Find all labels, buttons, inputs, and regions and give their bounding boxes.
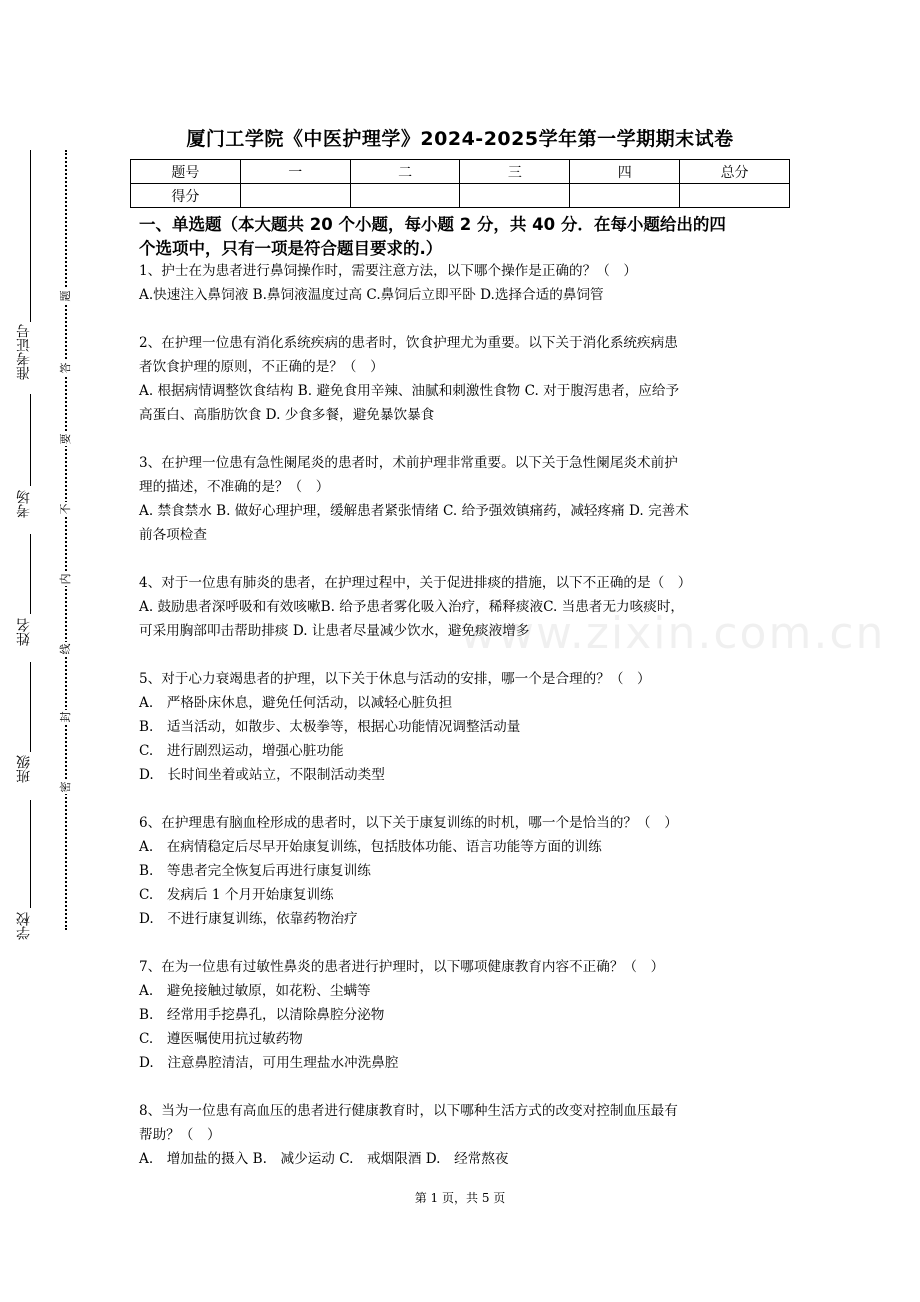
seal-char: 答 bbox=[59, 362, 72, 374]
question-text-line: 高蛋白、高脂肪饮食 D. 少食多餐，避免暴饮暴食 bbox=[139, 407, 435, 423]
score-header-cell: 总分 bbox=[680, 160, 790, 184]
section-heading bbox=[139, 213, 789, 261]
score-header-cell: 一 bbox=[240, 160, 350, 184]
question-stem: 1、护士在为患者进行鼻饲操作时，需要注意方法，以下哪个操作是正确的？（ ） bbox=[139, 263, 638, 279]
seal-dotted-line bbox=[65, 150, 67, 930]
score-cell bbox=[460, 184, 570, 208]
score-header-cell: 题号 bbox=[131, 160, 241, 184]
question-item bbox=[139, 955, 789, 1075]
score-row-label: 得分 bbox=[131, 184, 241, 208]
watermark: www.zixin.com.cn bbox=[460, 608, 886, 659]
question-text-line: B. 经常用手挖鼻孔，以清除鼻腔分泌物 bbox=[139, 1007, 385, 1023]
question-text-line: 可采用胸部叩击帮助排痰 D. 让患者尽量减少饮水，避免痰液增多 bbox=[139, 623, 530, 639]
page-footer: 第 1 页，共 5 页 bbox=[414, 1191, 506, 1205]
question-text-line: A. 避免接触过敏原，如花粉、尘螨等 bbox=[139, 983, 371, 999]
score-cell bbox=[570, 184, 680, 208]
section-heading-line: 一、单选题（本大题共 20 个小题，每小题 2 分，共 40 分．在每小题给出的四 bbox=[139, 215, 726, 234]
score-cell bbox=[240, 184, 350, 208]
margin-label-name: 姓名 bbox=[16, 618, 32, 646]
section-heading-line: 个选项中，只有一项是符合题目要求的.） bbox=[139, 239, 443, 258]
margin-fill-line bbox=[30, 534, 31, 614]
question-stem: 8、当为一位患有高血压的患者进行健康教育时，以下哪种生活方式的改变对控制血压最有 bbox=[139, 1103, 678, 1119]
seal-char: 不 bbox=[59, 503, 72, 515]
seal-char: 密 bbox=[59, 781, 72, 793]
question-stem: 4、对于一位患有肺炎的患者，在护理过程中，关于促进排痰的措施，以下不正确的是（ ） bbox=[139, 575, 692, 591]
question-stem: 6、在护理患有脑血栓形成的患者时，以下关于康复训练的时机，哪一个是恰当的？（ ） bbox=[139, 815, 678, 831]
margin-fill-line bbox=[30, 150, 31, 322]
score-table-header-row bbox=[131, 160, 790, 184]
question-text-line: C. 进行剧烈运动，增强心脏功能 bbox=[139, 743, 344, 759]
question-text-line: D. 长时间坐着或站立，不限制活动类型 bbox=[139, 767, 385, 783]
margin-label-class: 班级 bbox=[16, 755, 32, 783]
seal-char: 封 bbox=[59, 711, 72, 723]
question-item bbox=[139, 451, 789, 547]
question-stem: 3、在护理一位患有急性阑尾炎的患者时，术前护理非常重要。以下关于急性阑尾炎术前护 bbox=[139, 455, 678, 471]
score-table bbox=[130, 159, 790, 208]
question-text-line: 者饮食护理的原则，不正确的是？（ ） bbox=[139, 359, 384, 375]
question-text-line: 帮助？（ ） bbox=[139, 1127, 221, 1143]
seal-char: 线 bbox=[59, 643, 72, 655]
page-title: 厦门工学院《中医护理学》2024-2025学年第一学期期末试卷 bbox=[186, 128, 734, 150]
question-text-line: D. 不进行康复训练，依靠药物治疗 bbox=[139, 911, 358, 927]
question-text-line: A.快速注入鼻饲液 B.鼻饲液温度过高 C.鼻饲后立即平卧 D.选择合适的鼻饲管 bbox=[139, 287, 604, 303]
margin-label-exam-room: 考场 bbox=[16, 490, 32, 518]
score-cell bbox=[680, 184, 790, 208]
question-list bbox=[139, 259, 789, 1195]
question-stem: 7、在为一位患有过敏性鼻炎的患者进行护理时，以下哪项健康教育内容不正确？（ ） bbox=[139, 959, 665, 975]
question-item bbox=[139, 1099, 789, 1171]
margin-fill-line bbox=[30, 394, 31, 486]
margin-label-school: 学校 bbox=[16, 912, 32, 940]
question-item bbox=[139, 259, 789, 307]
question-text-line: A. 鼓励患者深呼吸和有效咳嗽B. 给予患者雾化吸入治疗，稀释痰液C. 当患者无力咳痰时， bbox=[139, 599, 685, 615]
question-text-line: D. 注意鼻腔清洁，可用生理盐水冲洗鼻腔 bbox=[139, 1055, 399, 1071]
score-header-cell: 二 bbox=[350, 160, 460, 184]
margin-fill-line bbox=[30, 662, 31, 752]
margin-fill-line bbox=[30, 800, 31, 908]
question-text-line: C. 遵医嘱使用抗过敏药物 bbox=[139, 1031, 303, 1047]
question-text-line: A. 在病情稳定后尽早开始康复训练，包括肢体功能、语言功能等方面的训练 bbox=[139, 839, 602, 855]
score-cell bbox=[350, 184, 460, 208]
question-stem: 5、对于心力衰竭患者的护理，以下关于休息与活动的安排，哪一个是合理的？（ ） bbox=[139, 671, 651, 687]
question-text-line: 理的描述，不准确的是？（ ） bbox=[139, 479, 330, 495]
question-text-line: A. 增加盐的摄入 B. 减少运动 C. 戒烟限酒 D. 经常熬夜 bbox=[139, 1151, 509, 1167]
question-text-line: A. 严格卧床休息，避免任何活动，以减轻心脏负担 bbox=[139, 695, 453, 711]
question-item bbox=[139, 331, 789, 427]
question-text-line: 前各项检查 bbox=[139, 527, 207, 543]
score-table-score-row bbox=[131, 184, 790, 208]
score-header-cell: 四 bbox=[570, 160, 680, 184]
seal-char: 要 bbox=[59, 433, 72, 445]
margin-label-exam-number: 准考证号 bbox=[16, 324, 32, 380]
question-text-line: A. 根据病情调整饮食结构 B. 避免食用辛辣、油腻和刺激性食物 C. 对于腹泻患者，应给予 bbox=[139, 383, 680, 399]
seal-char: 题 bbox=[59, 290, 72, 302]
score-header-cell: 三 bbox=[460, 160, 570, 184]
question-text-line: B. 适当活动，如散步、太极拳等，根据心功能情况调整活动量 bbox=[139, 719, 521, 735]
question-stem: 2、在护理一位患有消化系统疾病的患者时，饮食护理尤为重要。以下关于消化系统疾病患 bbox=[139, 335, 678, 351]
question-text-line: A. 禁食禁水 B. 做好心理护理，缓解患者紧张情绪 C. 给予强效镇痛药，减轻疼痛 D. 完善术 bbox=[139, 503, 689, 519]
question-item bbox=[139, 667, 789, 787]
question-text-line: B. 等患者完全恢复后再进行康复训练 bbox=[139, 863, 371, 879]
question-text-line: C. 发病后 1 个月开始康复训练 bbox=[139, 887, 334, 903]
question-item bbox=[139, 811, 789, 931]
seal-char: 内 bbox=[59, 573, 72, 585]
